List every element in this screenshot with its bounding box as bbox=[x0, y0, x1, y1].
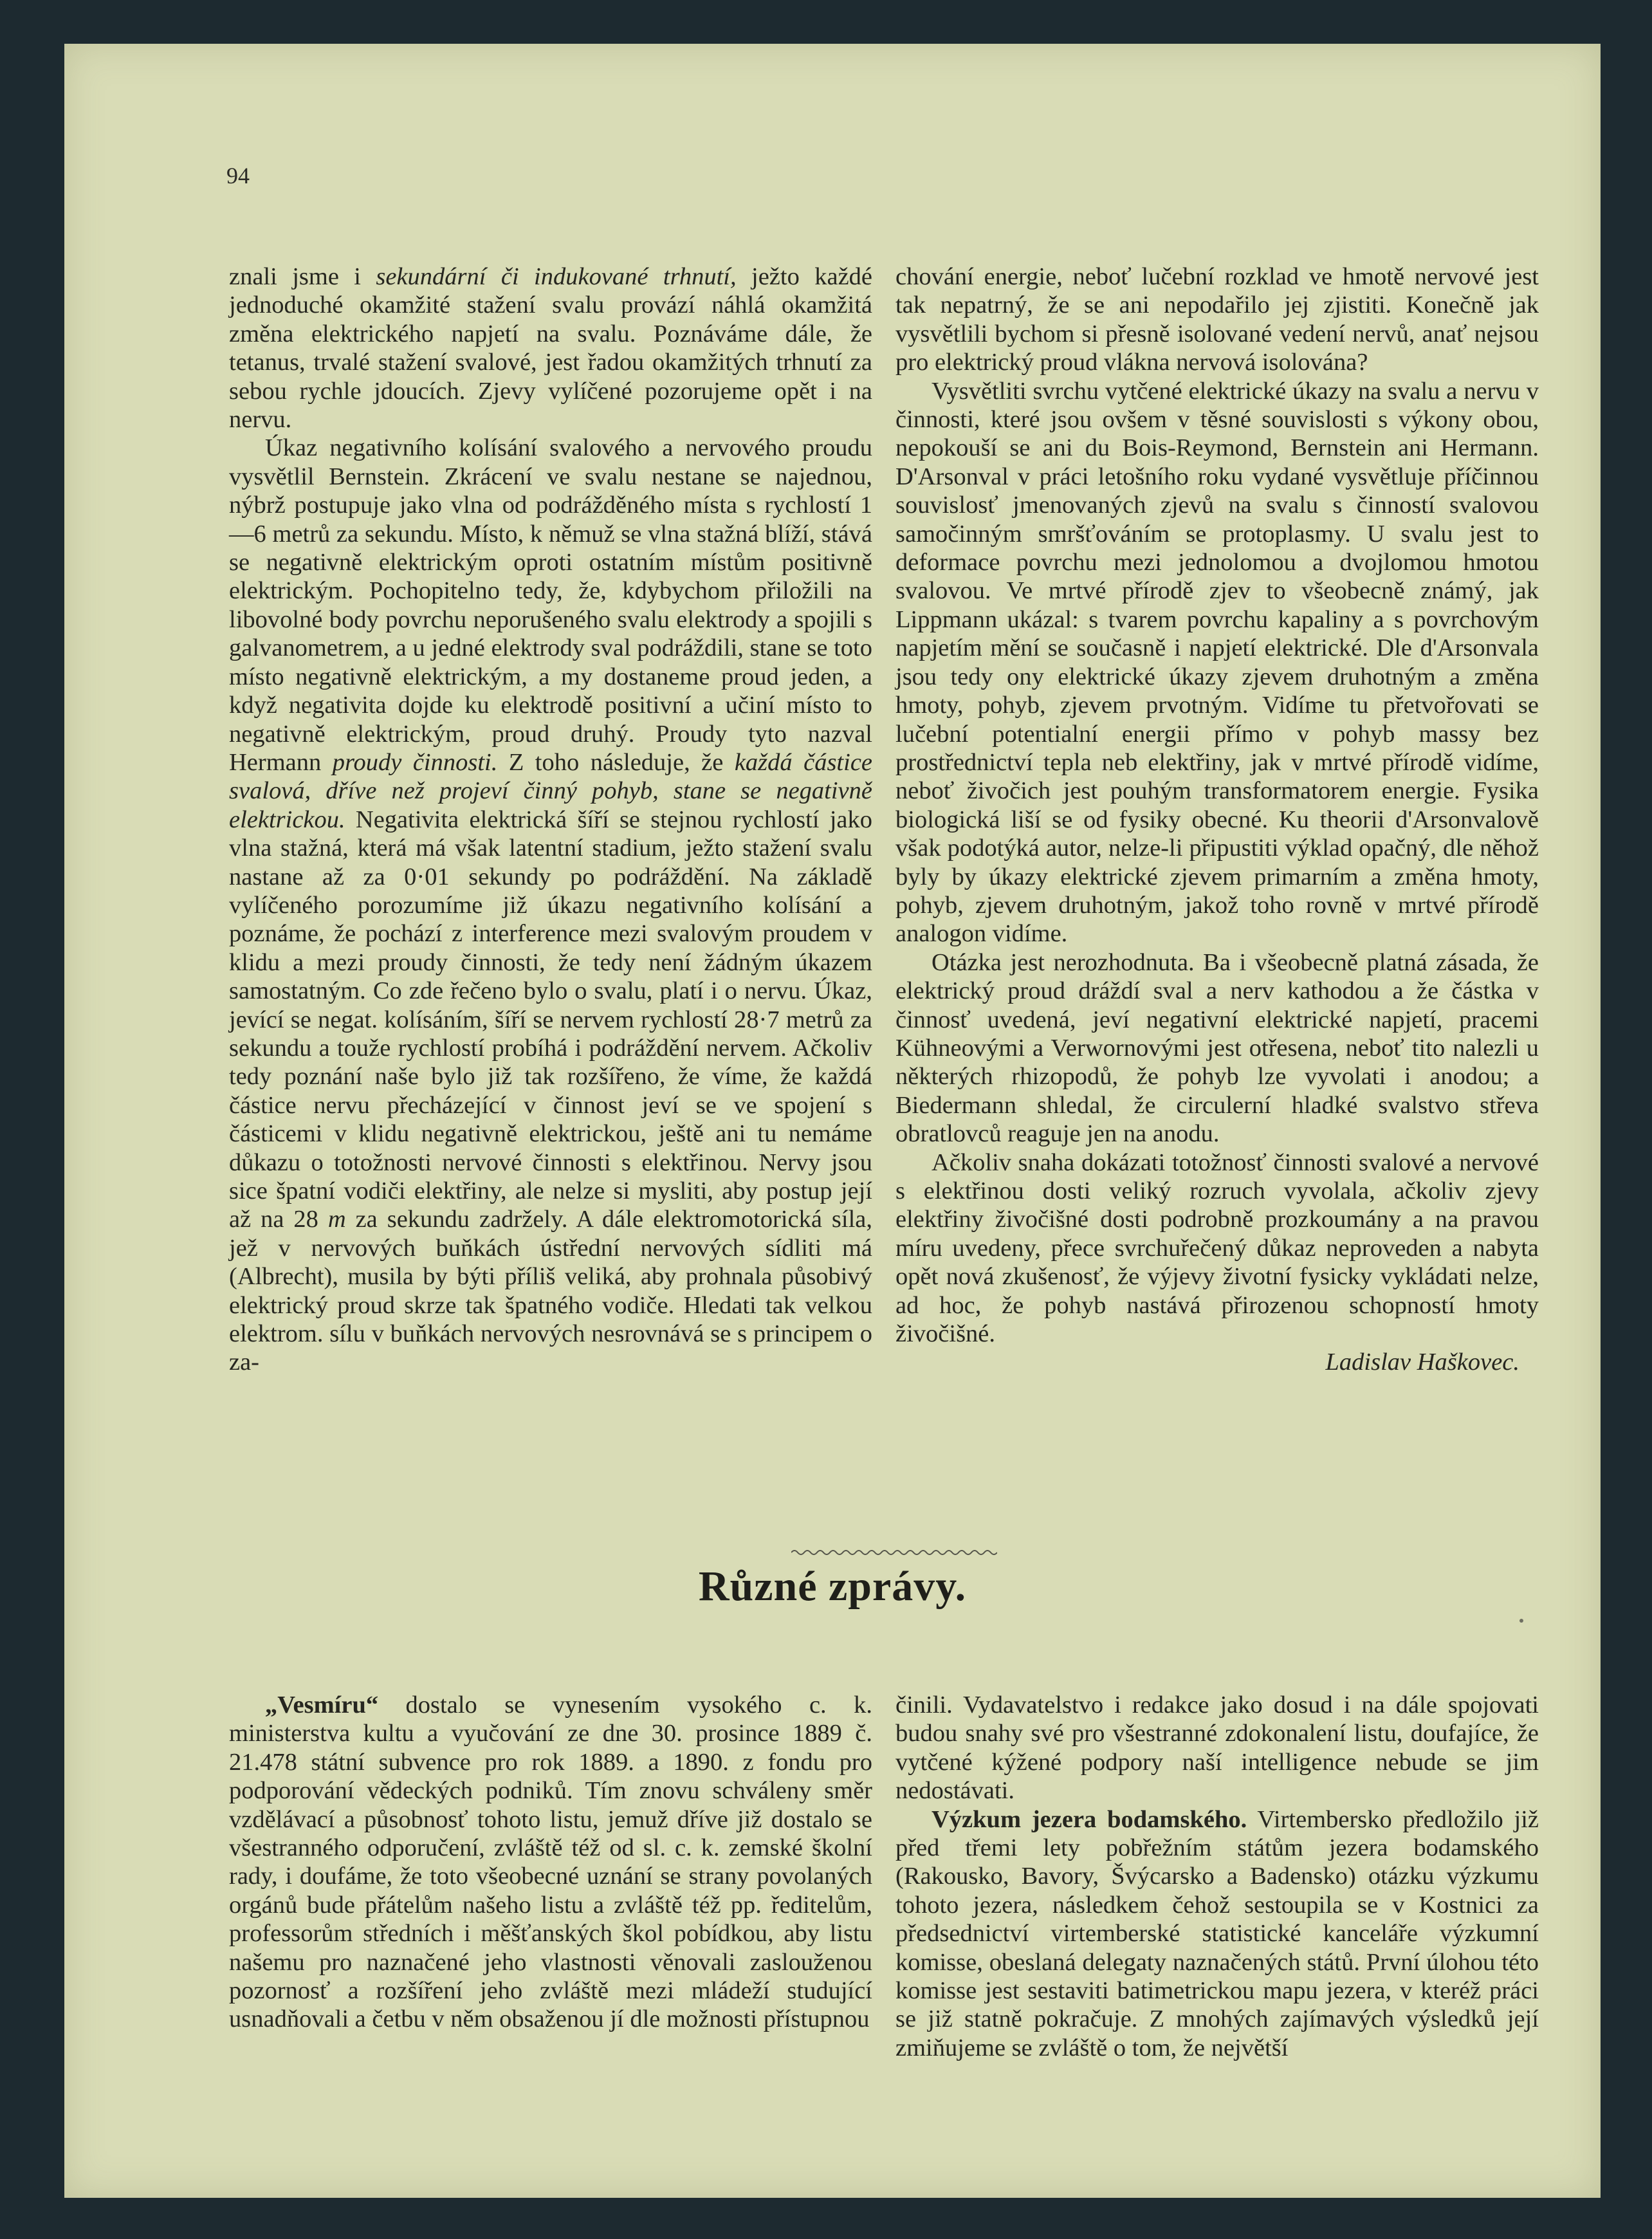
text-run: Otázka jest nerozhodnuta. Ba i všeobecně platná zásada, že elektrický proud dráždí sval a nerv kathodou a že částka v činnosť uvedená, jeví negativní elektrické napjetí, pracemi Kühneovými a Verwornovými jest otřesena, neboť tito nalezli u některých rhizopodů, že pohyb lze vyvolati i anodou; a Biedermann shledal, že circulerní hladké svalstvo střeva obratlovců reaguje jen na anodu. bbox=[895, 948, 1539, 1148]
text-run: znali jsme i bbox=[229, 263, 376, 290]
article-right-column bbox=[895, 263, 1539, 1377]
news-left-column bbox=[229, 1691, 872, 2034]
section-divider bbox=[791, 1547, 997, 1558]
text-run: každá částice svalová, dříve než projeví činný pohyb, stane se negativně elektrickou. bbox=[229, 748, 872, 833]
text-run: Z toho následuje, že bbox=[497, 748, 735, 776]
page-number: 94 bbox=[226, 163, 250, 189]
book-page bbox=[64, 44, 1601, 2198]
text-run: Výzkum jezera bodamského. bbox=[932, 1805, 1247, 1833]
text-run: Vysvětliti svrchu vytčené elektrické úkazy na svalu a nervu v činnosti, které jsou ovšem v těsné souvislosti s výkony obou, nepokouší se ani du Bois-Reymond, Bernstein ani Hermann. D'Arsonval v práci letošního roku vydané vysvětluje příčinnou souvislosť jmenovaných zjevů na svalu s činností svalovou samočinným smršťováním se protoplasmy. U svalu jest to deformace povrchu mezi jednolomou a dvojlomou hmotou svalovou. Ve mrtvé přírodě zjev to všeobecně známý, jak Lippmann ukázal: s tvarem povrchu kapaliny a s povrchovým napjetím mění se současně i napjetí elektrické. Dle d'Arsonvala jsou tedy ony elektrické úkazy zjevem druhotným a změna hmoty, pohyb, zjevem prvotným. Vidíme tu přetvořovati se lučební potentialní energii přímo v pohyb massy bez prostřednictví tepla neb elektřiny, jak v mrtvé přírodě vidíme, neboť živočich jest pouhým transformatorem energie. Fysika biologická liší se od fysiky obecné. Ku theorii d'Arsonvalově však podotýká autor, nelze-li připustiti výklad opačný, dle něhož byly by úkazy elektrické zjevem primarním a změna hmoty, pohyb, zjevem druhotným, jakož toho rovně v mrtvé přírodě analogon vidíme. bbox=[895, 377, 1539, 948]
text-run: „Vesmíru“ bbox=[265, 1691, 379, 1718]
text-run: proudy činnosti. bbox=[332, 748, 498, 776]
text-run: činili. Vydavatelstvo i redakce jako dosud i na dále spojovati budou snahy své pro všestranné zdokonalení listu, doufajíce, že vytčené kýžené podpory naší intelligence nebude se jim nedostávati. bbox=[895, 1691, 1539, 1805]
paragraph bbox=[895, 263, 1539, 377]
signature-row bbox=[895, 1348, 1539, 1376]
text-run: dostalo se vynesením vysokého c. k. ministerstva kultu a vyučování ze dne 30. prosince 1889 č. 21.478 státní subvence pro rok 1889. a 1890. z fondu pro podporování vědeckých podniků. Tím znovu schváleny směr vzdělávací a působnosť tohoto listu, jemuž dříve již dostalo se všestranného odporučení, zvláště též od sl. c. k. zemské školní rady, i doufáme, že toto všeobecné uznání se strany povolaných orgánů bude přátelům našeho listu a zvláště též pp. ředitelům, professorům středních i měšťanských škol pobídkou, aby listu našemu pro naznačené jeho vlastnosti věnovali zaslouženou pozornosť a rozšíření jeho zvláště mezi mládeží studující usnadňovali a četbu v něm obsaženou jí dle možnosti přístupnou bbox=[229, 1691, 872, 2033]
text-run: Úkaz negativního kolísání svalového a nervového proudu vysvětlil Bernstein. Zkrácení ve svalu nestane se najednou, nýbrž postupuje jako vlna od podrážděného místa s rychlostí 1—6 metrů za sekundu. Místo, k němuž se vlna stažná blíží, stává se negativně elektrickým oproti ostatním místům positivně elektrickým. Pochopitelno tedy, že, kdybychom přiložili na libovolné body povrchu neporušeného svalu elektrody a spojili s galvanometrem, a u jedné elektrody sval podráždili, stane se toto místo negativně elektrickým, a my dostaneme proud jeden, a když negativita dojde ku elektrodě positivní a učiní místo to negativně elektrickým, proud druhý. Proudy tyto nazval Hermann bbox=[229, 434, 872, 776]
news-right-column bbox=[895, 1691, 1539, 2062]
paragraph bbox=[895, 948, 1539, 1148]
text-run: Ačkoliv snaha dokázati totožnosť činnosti svalové a nervové s elektřinou dosti veliký rozruch vyvolala, ačkoliv zjevy elektřiny živočišné dosti podrobně prozkoumány a na pravou míru uvedeny, přece svrchuřečený důkaz neproveden a nabyta opět nová zkušenosť, že výjevy životní fysicky vykládati nelze, ad hoc, že pohyb nastává přirozenou schopností hmoty živočišné. bbox=[895, 1148, 1539, 1348]
article-left-column bbox=[229, 263, 872, 1377]
ink-speck bbox=[1519, 1619, 1523, 1623]
text-run: Virtembersko předložilo již před třemi lety pobřežním státům jezera bodamského (Rakousko, Bavory, Švýcarsko a Badensko) otázku výzkumu tohoto jezera, následkem čehož sestoupila se v Kostnici za předsednictví virtemberské statistické kanceláře výzkumní komisse, obeslaná delegaty naznačených států. První úlohou této komisse jest sestaviti batimetrickou mapu jezera, v kteréž práci se již statně pokračuje. Z mnohých zajímavých výsledků její zmiňujeme se zvláště o tom, že největší bbox=[895, 1805, 1539, 2061]
paragraph bbox=[229, 263, 872, 434]
paragraph bbox=[895, 377, 1539, 948]
section-title: Různé zprávy. bbox=[698, 1563, 967, 1610]
text-run: m bbox=[327, 1206, 346, 1233]
text-run: za sekundu zadržely. A dále elektromotorická síla, jež v nervových buňkách ústřední nervových sídliti má (Albrecht), musila by býti příliš veliká, aby prohnala působivý elektrický proud skrze tak špatného vodiče. Hledati tak velkou elektrom. sílu v buňkách nervových nesrovnává se s principem o za- bbox=[229, 1206, 872, 1376]
text-run: ježto každé jednoduché okamžité stažení svalu provází náhlá okamžitá změna elektrického napjetí na svalu. Poznáváme dále, že tetanus, trvalé stažení svalové, jest řadou okamžitých trhnutí za sebou rychle jdoucích. Zjevy vylíčené pozorujeme opět i na nervu. bbox=[229, 263, 872, 434]
paragraph bbox=[895, 1148, 1539, 1349]
paragraph bbox=[895, 1805, 1539, 2063]
text-run: Negativita elektrická šíří se stejnou rychlostí jako vlna stažná, která má však latentní stadium, ježto stažení svalu nastane až za 0·01 sekundy po podráždění. Na základě vylíčeného porozumíme již úkazu negativního kolísání a poznáme, že pochází z interference mezi svalovým proudem v klidu a mezi proudy činnosti, že tedy není žádným úkazem samostatným. Co zde řečeno bylo o svalu, platí i o nervu. Úkaz, jevící se negat. kolísáním, šíří se nervem rychlostí 28·7 metrů za sekundu a touže rychlostí probíhá i podráždění nervem. Ačkoliv tedy poznání naše bylo již tak rozšířeno, že víme, že každá částice nervu přecházející v činnost jeví se ve spojení s částicemi v klidu negativně elektrickou, ještě ani tu nemáme důkazu o totožnosti nervové činnosti s elektřinou. Nervy jsou sice špatní vodiči elektřiny, ale nelze si mysliti, aby postup její až na 28 bbox=[229, 806, 872, 1233]
paragraph bbox=[895, 1691, 1539, 1805]
text-run: sekundární či indukované trhnutí, bbox=[376, 263, 737, 290]
paragraph bbox=[229, 1691, 872, 2034]
article-right-paragraphs bbox=[895, 263, 1539, 1348]
paragraph bbox=[229, 434, 872, 1376]
author-signature: Ladislav Haškovec. bbox=[1325, 1349, 1519, 1376]
text-run: chování energie, neboť lučební rozklad ve hmotě nervové jest tak nepatrný, že se ani nepodařilo jej zjistiti. Konečně jak vysvětlili bychom si přesně isolované vedení nervů, anať nejsou pro elektrický proud vlákna nervová isolována? bbox=[895, 263, 1539, 376]
